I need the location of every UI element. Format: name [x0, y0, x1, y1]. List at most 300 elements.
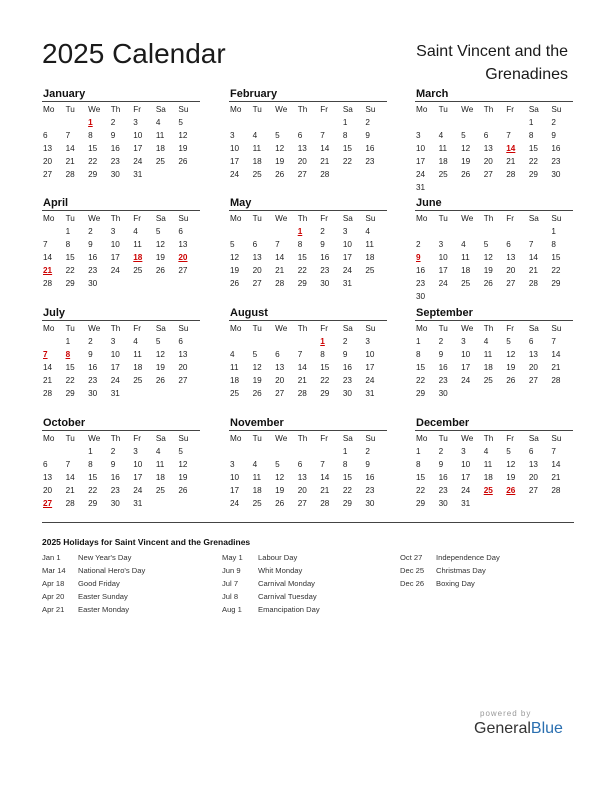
day-cell[interactable]: 26 — [178, 157, 188, 166]
day-cell[interactable]: 30 — [110, 499, 120, 508]
day-cell[interactable]: 12 — [252, 363, 262, 372]
day-cell[interactable]: 30 — [438, 389, 448, 398]
day-cell[interactable]: 24 — [110, 376, 120, 385]
day-cell[interactable]: 8 — [88, 460, 93, 469]
day-cell[interactable]: 17 — [133, 144, 143, 153]
day-cell[interactable]: 31 — [342, 279, 352, 288]
day-cell[interactable]: 17 — [133, 473, 143, 482]
day-cell[interactable]: 12 — [275, 144, 285, 153]
day-cell[interactable]: 5 — [155, 227, 161, 236]
day-cell[interactable]: 9 — [365, 460, 370, 469]
day-cell[interactable]: 1 — [416, 337, 421, 346]
day-cell[interactable]: 21 — [551, 473, 561, 482]
day-cell[interactable]: 4 — [483, 337, 489, 346]
day-cell[interactable]: 5 — [275, 131, 280, 140]
day-cell[interactable]: 18 — [252, 157, 262, 166]
day-cell[interactable]: 28 — [551, 486, 561, 495]
day-cell[interactable]: 17 — [416, 157, 426, 166]
day-cell[interactable]: 2 — [438, 337, 444, 346]
day-cell[interactable]: 25 — [230, 389, 240, 398]
day-cell[interactable]: 7 — [551, 447, 556, 456]
day-cell[interactable]: 6 — [43, 131, 48, 140]
holiday-day-cell[interactable]: 26 — [506, 486, 516, 495]
day-cell[interactable]: 21 — [528, 266, 538, 275]
day-cell[interactable]: 31 — [110, 389, 120, 398]
day-cell[interactable]: 20 — [43, 486, 53, 495]
day-cell[interactable]: 10 — [342, 240, 352, 249]
day-cell[interactable]: 20 — [43, 157, 53, 166]
day-cell[interactable]: 21 — [320, 157, 330, 166]
day-cell[interactable]: 10 — [230, 144, 240, 153]
day-cell[interactable]: 28 — [506, 170, 516, 179]
day-cell[interactable]: 3 — [461, 447, 466, 456]
day-cell[interactable]: 6 — [528, 337, 534, 346]
day-cell[interactable]: 30 — [88, 279, 98, 288]
holiday-day-cell[interactable]: 21 — [43, 266, 53, 275]
day-cell[interactable]: 9 — [110, 131, 116, 140]
day-cell[interactable]: 29 — [88, 499, 98, 508]
day-cell[interactable]: 7 — [275, 240, 280, 249]
day-cell[interactable]: 3 — [461, 337, 466, 346]
day-cell[interactable]: 31 — [133, 499, 143, 508]
day-cell[interactable]: 2 — [320, 227, 325, 236]
day-cell[interactable]: 15 — [88, 473, 98, 482]
day-cell[interactable]: 1 — [528, 118, 534, 127]
day-cell[interactable]: 17 — [438, 266, 448, 275]
day-cell[interactable]: 22 — [297, 266, 307, 275]
day-cell[interactable]: 3 — [110, 227, 116, 236]
day-cell[interactable]: 23 — [88, 266, 98, 275]
day-cell[interactable]: 30 — [320, 279, 330, 288]
day-cell[interactable]: 5 — [178, 118, 183, 127]
day-cell[interactable]: 29 — [297, 279, 307, 288]
day-cell[interactable]: 22 — [88, 486, 98, 495]
day-cell[interactable]: 3 — [133, 118, 138, 127]
day-cell[interactable]: 30 — [342, 389, 352, 398]
day-cell[interactable]: 22 — [88, 157, 98, 166]
day-cell[interactable]: 3 — [342, 227, 348, 236]
day-cell[interactable]: 18 — [461, 266, 471, 275]
day-cell[interactable]: 4 — [438, 131, 444, 140]
day-cell[interactable]: 13 — [43, 473, 53, 482]
day-cell[interactable]: 16 — [110, 473, 120, 482]
day-cell[interactable]: 2 — [438, 447, 444, 456]
day-cell[interactable]: 28 — [320, 170, 330, 179]
day-cell[interactable]: 30 — [438, 499, 448, 508]
day-cell[interactable]: 6 — [297, 460, 303, 469]
day-cell[interactable]: 13 — [506, 253, 516, 262]
day-cell[interactable]: 7 — [528, 240, 534, 249]
day-cell[interactable]: 18 — [252, 486, 262, 495]
day-cell[interactable]: 19 — [483, 266, 493, 275]
day-cell[interactable]: 11 — [461, 253, 470, 262]
day-cell[interactable]: 23 — [342, 376, 352, 385]
holiday-day-cell[interactable]: 8 — [65, 350, 71, 359]
day-cell[interactable]: 13 — [178, 240, 188, 249]
day-cell[interactable]: 22 — [416, 486, 426, 495]
day-cell[interactable]: 8 — [320, 350, 325, 359]
day-cell[interactable]: 29 — [342, 499, 352, 508]
day-cell[interactable]: 7 — [551, 337, 556, 346]
day-cell[interactable]: 24 — [365, 376, 375, 385]
day-cell[interactable]: 21 — [506, 157, 516, 166]
day-cell[interactable]: 26 — [506, 376, 516, 385]
day-cell[interactable]: 22 — [342, 486, 352, 495]
day-cell[interactable]: 10 — [461, 460, 471, 469]
day-cell[interactable]: 17 — [365, 363, 375, 372]
day-cell[interactable]: 22 — [551, 266, 561, 275]
day-cell[interactable]: 31 — [416, 183, 426, 192]
day-cell[interactable]: 23 — [110, 157, 120, 166]
day-cell[interactable]: 12 — [155, 240, 165, 249]
day-cell[interactable]: 2 — [365, 447, 370, 456]
day-cell[interactable]: 28 — [43, 389, 53, 398]
day-cell[interactable]: 18 — [438, 157, 448, 166]
day-cell[interactable]: 16 — [438, 473, 448, 482]
day-cell[interactable]: 20 — [297, 157, 307, 166]
day-cell[interactable]: 23 — [438, 486, 448, 495]
day-cell[interactable]: 19 — [461, 157, 471, 166]
day-cell[interactable]: 4 — [483, 447, 489, 456]
day-cell[interactable]: 25 — [252, 170, 262, 179]
day-cell[interactable]: 25 — [365, 266, 375, 275]
day-cell[interactable]: 13 — [178, 350, 188, 359]
day-cell[interactable]: 12 — [506, 460, 516, 469]
day-cell[interactable]: 9 — [342, 350, 348, 359]
day-cell[interactable]: 17 — [110, 253, 120, 262]
day-cell[interactable]: 20 — [178, 363, 188, 372]
day-cell[interactable]: 16 — [342, 363, 352, 372]
day-cell[interactable]: 6 — [506, 240, 511, 249]
day-cell[interactable]: 16 — [88, 253, 98, 262]
day-cell[interactable]: 23 — [551, 157, 561, 166]
day-cell[interactable]: 3 — [230, 131, 235, 140]
day-cell[interactable]: 26 — [252, 389, 262, 398]
day-cell[interactable]: 17 — [461, 473, 471, 482]
day-cell[interactable]: 9 — [320, 240, 325, 249]
day-cell[interactable]: 12 — [506, 350, 516, 359]
day-cell[interactable]: 5 — [275, 460, 280, 469]
day-cell[interactable]: 24 — [438, 279, 448, 288]
day-cell[interactable]: 26 — [230, 279, 240, 288]
day-cell[interactable]: 14 — [320, 144, 330, 153]
day-cell[interactable]: 14 — [297, 363, 307, 372]
day-cell[interactable]: 21 — [43, 376, 53, 385]
day-cell[interactable]: 9 — [88, 350, 93, 359]
day-cell[interactable]: 1 — [416, 447, 421, 456]
day-cell[interactable]: 16 — [365, 144, 375, 153]
day-cell[interactable]: 27 — [252, 279, 262, 288]
day-cell[interactable]: 11 — [483, 460, 493, 469]
day-cell[interactable]: 22 — [416, 376, 426, 385]
day-cell[interactable]: 11 — [133, 240, 142, 249]
holiday-day-cell[interactable]: 1 — [320, 337, 325, 346]
day-cell[interactable]: 6 — [178, 337, 183, 346]
day-cell[interactable]: 14 — [320, 473, 330, 482]
day-cell[interactable]: 19 — [252, 376, 262, 385]
day-cell[interactable]: 3 — [110, 337, 116, 346]
day-cell[interactable]: 6 — [252, 240, 258, 249]
day-cell[interactable]: 29 — [416, 499, 426, 508]
day-cell[interactable]: 4 — [252, 131, 258, 140]
holiday-day-cell[interactable]: 20 — [178, 253, 188, 262]
day-cell[interactable]: 16 — [551, 144, 561, 153]
day-cell[interactable]: 21 — [297, 376, 307, 385]
day-cell[interactable]: 15 — [416, 473, 426, 482]
day-cell[interactable]: 20 — [506, 266, 516, 275]
day-cell[interactable]: 5 — [155, 337, 161, 346]
day-cell[interactable]: 1 — [65, 227, 71, 236]
day-cell[interactable]: 26 — [155, 376, 165, 385]
day-cell[interactable]: 10 — [110, 350, 120, 359]
day-cell[interactable]: 12 — [155, 350, 165, 359]
day-cell[interactable]: 7 — [297, 350, 303, 359]
day-cell[interactable]: 28 — [65, 499, 75, 508]
day-cell[interactable]: 8 — [88, 131, 93, 140]
day-cell[interactable]: 11 — [155, 460, 165, 469]
day-cell[interactable]: 6 — [483, 131, 489, 140]
day-cell[interactable]: 28 — [320, 499, 330, 508]
day-cell[interactable]: 26 — [275, 499, 285, 508]
day-cell[interactable]: 23 — [88, 376, 98, 385]
day-cell[interactable]: 13 — [528, 460, 538, 469]
day-cell[interactable]: 21 — [551, 363, 561, 372]
day-cell[interactable]: 8 — [342, 460, 348, 469]
day-cell[interactable]: 13 — [252, 253, 262, 262]
day-cell[interactable]: 19 — [155, 253, 165, 262]
holiday-day-cell[interactable]: 1 — [88, 118, 93, 127]
day-cell[interactable]: 24 — [230, 170, 240, 179]
day-cell[interactable]: 15 — [65, 363, 75, 372]
day-cell[interactable]: 24 — [110, 266, 120, 275]
day-cell[interactable]: 9 — [365, 131, 370, 140]
day-cell[interactable]: 29 — [320, 389, 330, 398]
day-cell[interactable]: 24 — [416, 170, 426, 179]
day-cell[interactable]: 17 — [342, 253, 352, 262]
day-cell[interactable]: 12 — [461, 144, 471, 153]
day-cell[interactable]: 14 — [551, 460, 561, 469]
day-cell[interactable]: 6 — [297, 131, 303, 140]
day-cell[interactable]: 25 — [483, 376, 493, 385]
day-cell[interactable]: 11 — [133, 350, 142, 359]
day-cell[interactable]: 20 — [297, 486, 307, 495]
day-cell[interactable]: 27 — [483, 170, 493, 179]
day-cell[interactable]: 28 — [275, 279, 285, 288]
day-cell[interactable]: 2 — [365, 118, 370, 127]
day-cell[interactable]: 12 — [275, 473, 285, 482]
day-cell[interactable]: 15 — [297, 253, 307, 262]
day-cell[interactable]: 23 — [438, 376, 448, 385]
day-cell[interactable]: 20 — [528, 363, 538, 372]
brand-logo[interactable] — [474, 720, 563, 738]
day-cell[interactable]: 19 — [275, 157, 285, 166]
day-cell[interactable]: 10 — [365, 350, 375, 359]
day-cell[interactable]: 29 — [88, 170, 98, 179]
day-cell[interactable]: 23 — [320, 266, 330, 275]
holiday-day-cell[interactable]: 25 — [483, 486, 493, 495]
day-cell[interactable]: 16 — [110, 144, 120, 153]
day-cell[interactable]: 2 — [551, 118, 556, 127]
day-cell[interactable]: 11 — [230, 363, 239, 372]
day-cell[interactable]: 29 — [416, 389, 426, 398]
day-cell[interactable]: 3 — [365, 337, 370, 346]
day-cell[interactable]: 5 — [506, 447, 511, 456]
day-cell[interactable]: 2 — [110, 447, 116, 456]
day-cell[interactable]: 17 — [230, 486, 240, 495]
day-cell[interactable]: 6 — [178, 227, 183, 236]
day-cell[interactable]: 11 — [438, 144, 448, 153]
day-cell[interactable]: 9 — [438, 460, 444, 469]
day-cell[interactable]: 2 — [110, 118, 116, 127]
day-cell[interactable]: 18 — [230, 376, 240, 385]
day-cell[interactable]: 26 — [461, 170, 471, 179]
day-cell[interactable]: 14 — [528, 253, 538, 262]
day-cell[interactable]: 8 — [297, 240, 303, 249]
day-cell[interactable]: 27 — [178, 376, 188, 385]
day-cell[interactable]: 30 — [416, 292, 426, 301]
day-cell[interactable]: 9 — [438, 350, 444, 359]
holiday-day-cell[interactable]: 18 — [133, 253, 143, 262]
day-cell[interactable]: 13 — [297, 473, 307, 482]
day-cell[interactable]: 15 — [88, 144, 98, 153]
day-cell[interactable]: 15 — [551, 253, 561, 262]
day-cell[interactable]: 28 — [551, 376, 561, 385]
day-cell[interactable]: 1 — [88, 447, 93, 456]
day-cell[interactable]: 29 — [65, 279, 75, 288]
day-cell[interactable]: 3 — [133, 447, 138, 456]
day-cell[interactable]: 4 — [252, 460, 258, 469]
day-cell[interactable]: 24 — [461, 376, 471, 385]
day-cell[interactable]: 30 — [551, 170, 561, 179]
day-cell[interactable]: 10 — [230, 473, 240, 482]
day-cell[interactable]: 26 — [155, 266, 165, 275]
day-cell[interactable]: 15 — [320, 363, 330, 372]
day-cell[interactable]: 12 — [230, 253, 240, 262]
day-cell[interactable]: 17 — [230, 157, 240, 166]
day-cell[interactable]: 27 — [528, 486, 538, 495]
day-cell[interactable]: 6 — [43, 460, 48, 469]
day-cell[interactable]: 17 — [461, 363, 471, 372]
day-cell[interactable]: 14 — [65, 144, 75, 153]
day-cell[interactable]: 8 — [551, 240, 556, 249]
day-cell[interactable]: 27 — [297, 499, 307, 508]
day-cell[interactable]: 20 — [252, 266, 262, 275]
day-cell[interactable]: 30 — [110, 170, 120, 179]
day-cell[interactable]: 25 — [155, 486, 165, 495]
day-cell[interactable]: 11 — [483, 350, 493, 359]
holiday-day-cell[interactable]: 14 — [506, 144, 516, 153]
day-cell[interactable]: 16 — [365, 473, 375, 482]
day-cell[interactable]: 25 — [438, 170, 448, 179]
day-cell[interactable]: 27 — [506, 279, 516, 288]
day-cell[interactable]: 24 — [461, 486, 471, 495]
day-cell[interactable]: 30 — [88, 389, 98, 398]
day-cell[interactable]: 3 — [416, 131, 421, 140]
day-cell[interactable]: 23 — [110, 486, 120, 495]
day-cell[interactable]: 9 — [110, 460, 116, 469]
day-cell[interactable]: 5 — [230, 240, 235, 249]
day-cell[interactable]: 10 — [416, 144, 426, 153]
day-cell[interactable]: 8 — [65, 240, 71, 249]
day-cell[interactable]: 4 — [133, 227, 138, 236]
day-cell[interactable]: 31 — [461, 499, 471, 508]
day-cell[interactable]: 7 — [320, 460, 325, 469]
day-cell[interactable]: 7 — [65, 460, 71, 469]
day-cell[interactable]: 5 — [506, 337, 511, 346]
day-cell[interactable]: 8 — [342, 131, 348, 140]
day-cell[interactable]: 15 — [528, 144, 538, 153]
day-cell[interactable]: 24 — [133, 157, 143, 166]
day-cell[interactable]: 30 — [365, 499, 375, 508]
day-cell[interactable]: 28 — [43, 279, 53, 288]
day-cell[interactable]: 10 — [461, 350, 471, 359]
day-cell[interactable]: 4 — [155, 118, 161, 127]
day-cell[interactable]: 27 — [528, 376, 538, 385]
day-cell[interactable]: 18 — [365, 253, 375, 262]
day-cell[interactable]: 25 — [461, 279, 471, 288]
day-cell[interactable]: 28 — [297, 389, 307, 398]
day-cell[interactable]: 10 — [110, 240, 120, 249]
day-cell[interactable]: 11 — [252, 144, 262, 153]
day-cell[interactable]: 31 — [133, 170, 143, 179]
day-cell[interactable]: 22 — [65, 266, 75, 275]
day-cell[interactable]: 14 — [43, 253, 53, 262]
day-cell[interactable]: 2 — [88, 227, 93, 236]
day-cell[interactable]: 3 — [230, 460, 235, 469]
day-cell[interactable]: 25 — [133, 376, 143, 385]
day-cell[interactable]: 5 — [483, 240, 489, 249]
day-cell[interactable]: 10 — [133, 131, 143, 140]
day-cell[interactable]: 22 — [342, 157, 352, 166]
day-cell[interactable]: 13 — [483, 144, 493, 153]
day-cell[interactable]: 27 — [297, 170, 307, 179]
day-cell[interactable]: 27 — [178, 266, 188, 275]
day-cell[interactable]: 4 — [230, 350, 235, 359]
day-cell[interactable]: 14 — [275, 253, 285, 262]
day-cell[interactable]: 19 — [506, 473, 516, 482]
day-cell[interactable]: 16 — [438, 363, 448, 372]
day-cell[interactable]: 21 — [320, 486, 330, 495]
day-cell[interactable]: 1 — [65, 337, 71, 346]
day-cell[interactable]: 19 — [230, 266, 240, 275]
day-cell[interactable]: 8 — [416, 350, 421, 359]
day-cell[interactable]: 18 — [155, 144, 165, 153]
holiday-day-cell[interactable]: 1 — [297, 227, 303, 236]
day-cell[interactable]: 12 — [178, 131, 188, 140]
day-cell[interactable]: 14 — [551, 350, 561, 359]
day-cell[interactable]: 4 — [365, 227, 370, 236]
day-cell[interactable]: 6 — [275, 350, 280, 359]
day-cell[interactable]: 4 — [461, 240, 466, 249]
day-cell[interactable]: 12 — [483, 253, 493, 262]
day-cell[interactable]: 7 — [43, 240, 48, 249]
day-cell[interactable]: 20 — [483, 157, 493, 166]
day-cell[interactable]: 28 — [65, 170, 75, 179]
day-cell[interactable]: 25 — [252, 499, 262, 508]
day-cell[interactable]: 8 — [528, 131, 534, 140]
day-cell[interactable]: 5 — [252, 350, 258, 359]
day-cell[interactable]: 29 — [65, 389, 75, 398]
day-cell[interactable]: 19 — [506, 363, 516, 372]
day-cell[interactable]: 5 — [461, 131, 466, 140]
day-cell[interactable]: 4 — [133, 337, 138, 346]
day-cell[interactable]: 15 — [65, 253, 75, 262]
day-cell[interactable]: 15 — [342, 473, 352, 482]
day-cell[interactable]: 29 — [528, 170, 538, 179]
day-cell[interactable]: 26 — [275, 170, 285, 179]
day-cell[interactable]: 2 — [88, 337, 93, 346]
day-cell[interactable]: 13 — [297, 144, 307, 153]
